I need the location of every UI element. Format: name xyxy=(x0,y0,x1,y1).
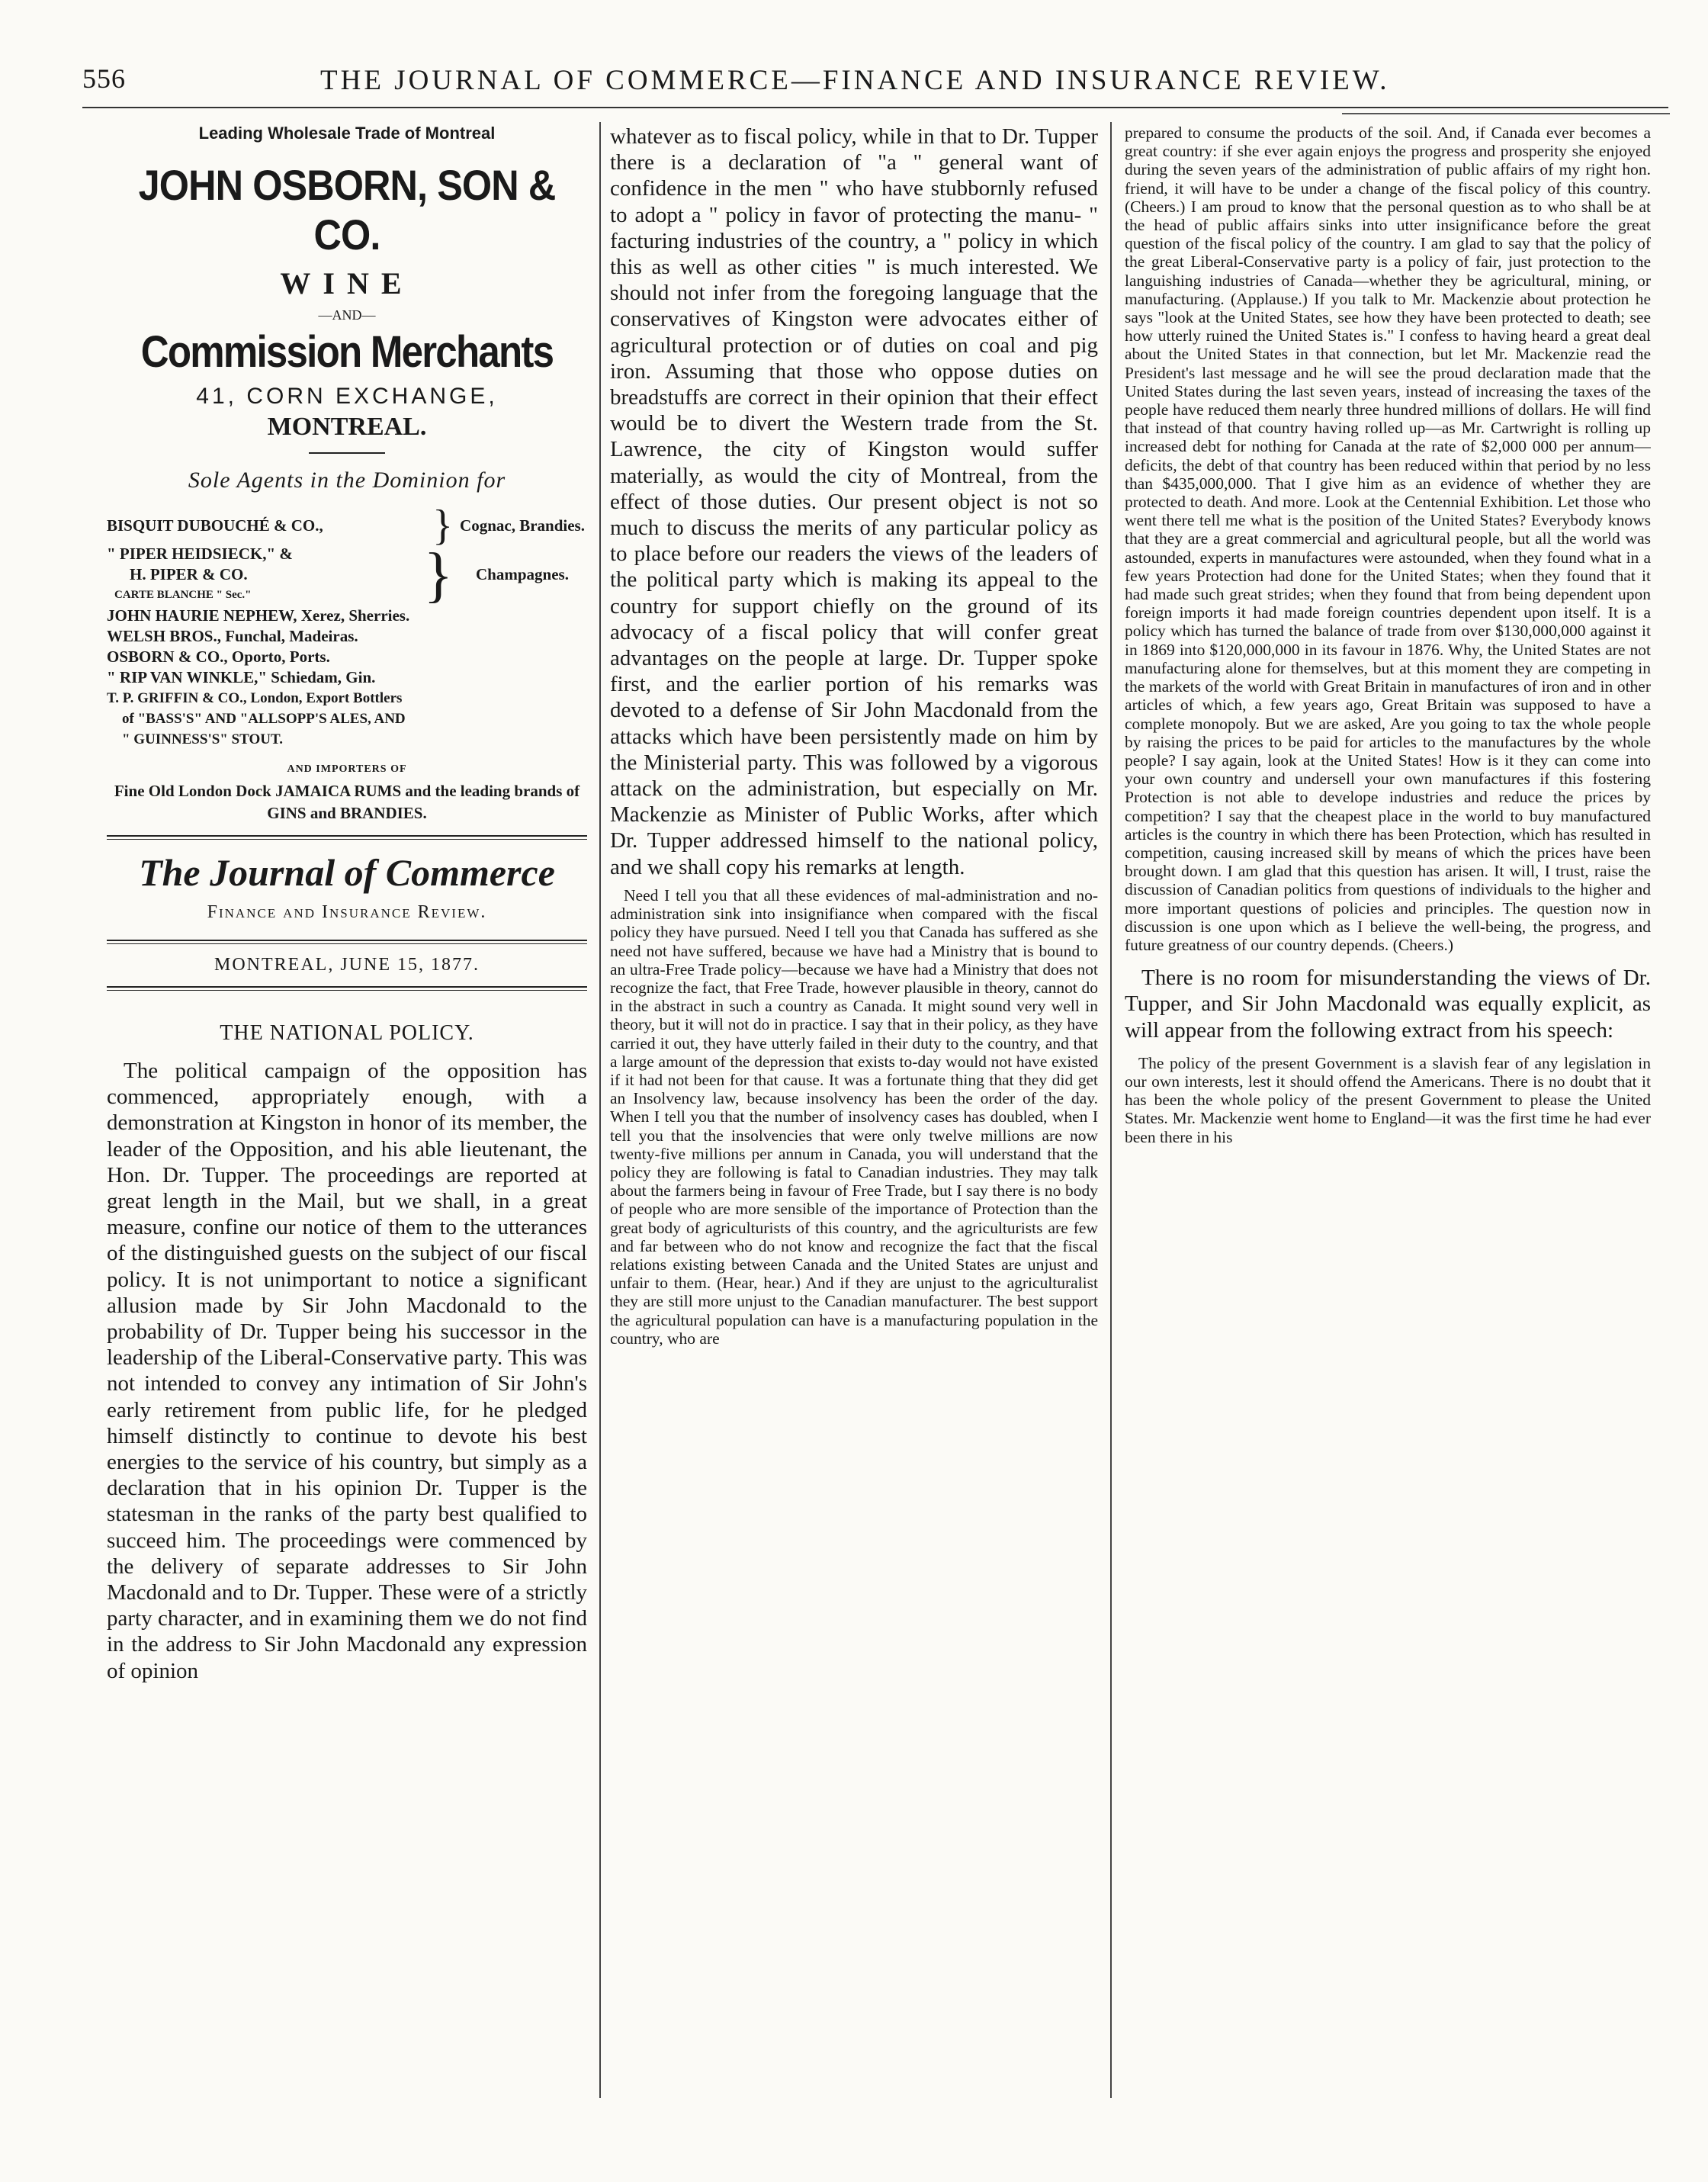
advertisement xyxy=(107,124,587,824)
article-body-col3 xyxy=(1125,965,1651,1043)
quoted-speech-macdonald xyxy=(1125,1054,1651,1146)
ad-line-4: " RIP VAN WINKLE," Schiedam, Gin. xyxy=(107,668,376,686)
ad-address: 41, CORN EXCHANGE, xyxy=(196,384,498,409)
ad-line-1: JOHN HAURIE NEPHEW, Xerez, Sherries. xyxy=(107,606,410,625)
ad-wine: WINE xyxy=(280,266,414,300)
ad-line-6: of "BASS'S" AND "ALLSOPP'S ALES, AND xyxy=(122,711,406,727)
ad-bisquit: BISQUIT DUBOUCHÉ & CO., xyxy=(107,516,323,535)
masthead-title: The Journal of Commerce xyxy=(139,851,555,894)
ad-row-champagne xyxy=(107,541,587,609)
quoted-speech-tupper-cont xyxy=(1125,124,1651,954)
column-rule-2 xyxy=(1110,122,1112,2098)
ad-line-5: T. P. GRIFFIN & CO., London, Export Bottlers xyxy=(107,690,403,706)
ad-piper-group xyxy=(107,544,419,606)
paragraph: There is no room for misunderstanding the views of Dr. Tupper, and Sir John Macdonald was equally explicit, as will appear from the following extract from his speech: xyxy=(1125,966,1651,1043)
article-title: THE NATIONAL POLICY. xyxy=(220,1021,474,1045)
ad-agents: Sole Agents in the Dominion for xyxy=(188,468,506,493)
running-head: THE JOURNAL OF COMMERCE—FINANCE AND INSURANCE REVIEW. xyxy=(320,65,1390,96)
column-3 xyxy=(1125,124,1651,2090)
ad-bisquit-type: Cognac, Brandies. xyxy=(460,516,585,535)
ad-line-7: " GUINNESS'S" STOUT. xyxy=(122,731,283,747)
brace-icon: } xyxy=(432,502,453,549)
quoted-speech-tupper xyxy=(610,886,1098,1348)
page-number: 556 xyxy=(82,63,126,94)
rule xyxy=(107,986,587,991)
brace-icon: } xyxy=(423,541,453,609)
ad-city: MONTREAL. xyxy=(267,413,427,441)
ad-agency-list xyxy=(107,502,587,750)
rule xyxy=(107,835,587,840)
ad-commission: Commission Merchants xyxy=(140,327,554,377)
header-rule-secondary xyxy=(1342,113,1670,114)
ad-and: —AND— xyxy=(318,307,376,323)
rule xyxy=(107,940,587,944)
ad-piper-1: " PIPER HEIDSIECK," & xyxy=(107,545,293,563)
ad-piper-2: H. PIPER & CO. xyxy=(130,565,248,583)
ad-line-3: OSBORN & CO., Oporto, Ports. xyxy=(107,648,330,666)
dateline: MONTREAL, JUNE 15, 1877. xyxy=(214,955,480,975)
ad-firm-name: JOHN OSBORN, SON & CO. xyxy=(138,161,556,259)
quote-paragraph: Need I tell you that all these evidences of mal-administration and no-administration sink into insignifiance when compared with the fiscal policy they have pursued. Need I tell you that Canada has suffered as she need not have suffered, because we have had a Ministry that is bound to an ultra-Free Trade policy—because we have had a Ministry that does not recognize the fact, that Free Trade, however plausible in theory, cannot do in the abstract in such a country as Canada. It might sound very well in theory, but it will not do in practice. I say that in their policy, as they have carried it out, they have utterly failed in their duty to the country, and that a large amount of the depression that exists to-day would not have existed if it had not been for that cause. It was a fortunate thing that they did get an Insolvency law, because insolvency has been the order of the day. When I tell you that the number of insolvency cases has doubled, when I tell you that the insolvencies that were only twelve millions are now twenty-five millions per annum in Canada, you will understand that the policy they are following is fatal to Canadian industries. They may talk about the farmers being in favour of Free Trade, but I say there is no body of people who are more sensible of the importance of Protection than the great body of agriculturists of this country, and the agriculturists are few and far between who do not know and recognize the fact that the fiscal relations existing between Canada and the United States are unjust and unfair to them. (Hear, hear.) And if they are unjust to the agriculturalist they are still more unjust to the Canadian manufacturer. The best support the agricultural population can have is a manufacturing population in the country, who are xyxy=(610,885,1098,1348)
ad-row-cognac xyxy=(107,502,587,549)
ad-importers: AND IMPORTERS OF xyxy=(287,763,407,775)
column-1 xyxy=(107,124,587,2090)
ad-line-2: WELSH BROS., Funchal, Madeiras. xyxy=(107,627,358,645)
header-rule xyxy=(82,107,1668,108)
quote-paragraph: prepared to consume the products of the soil. And, if Canada ever becomes a great country: if she ever again enjoys the progress and prosperity she enjoyed during the seven years of the administration of public affairs of my right hon. friend, it will have to be under a change of the fiscal policy of this country. (Cheers.) I am proud to know that the personal question as to who shall be at the head of public affairs sinks into utter insignificance before the great question of the fiscal policy of the country. I am glad to say that the policy of the great Liberal-Conservative party is a policy of fair, just protection to the languishing industries of Canada—whether they be agricultural, mining, or manufacturing. (Applause.) If you talk to Mr. Mackenzie about protection he says "look at the United States, see how they have been protected to death; see how utterly ruined the United States is." I confess to having heard a great deal about the United States in that connection, but let Mr. Mackenzie read the President's last message and he will see the proud declaration made that the United States during the last seven years, instead of increasing the taxes of the people have reduced them nearly three hundred millions of dollars. He will find that instead of that country having rolled up—as Mr. Cartwright is rolling up increased debt for nothing for Canada at the rate of $2,000 000 per annum—deficits, the debt of that country has been reduced within that period by no less than $435,000,000. That I give him as an evidence of whether they are protected to death. And more. Look at the Centennial Exhibition. Let those who went there tell me what is the position of the United States? Everybody knows that they are a great commercial and agricultural people, but all the world was astounded, experts in manufactures were astounded, when they found what in a few years Protection had done for the United States; when they found that it had made such great strides; when they found that from being dependent upon foreign imports it had made foreign countries dependent upon itself. It is a policy which has turned the balance of trade from over $130,000,000 against it in 1869 into $120,000,000 in its favour in 1876. Why, the United States are not manufacturing alone for themselves, but at this moment they are competing in the markets of the world with Great Britain in manufactures of iron and in other articles of which, a few years ago, Great Britain was supposed to have a complete monopoly. But we are asked, Are you going to tax the whole people by raising the prices to be paid for articles to the manufactures by the whole people? I say again, look at the United States! How is it they can come into your own country and undersell your own manufactures if this fostering Protection is not able to develope industries and reduce the prices by competition? I say that the cheapest place in the world to buy manufactured articles is the country in which there has been Protection, which has resulted in competition, causing increased skill by means of which the prices have been brought down. I am glad that this question has arisen. It will, I trust, raise the discussion of Canadian politics from questions of individuals to the higher and more important questions of policies and principles. The question now in discussion is one upon which as I believe the well-being, the progress, and future greatness of our country depends. (Cheers.) xyxy=(1125,124,1651,954)
ad-tagline: Leading Wholesale Trade of Montreal xyxy=(198,124,496,143)
ad-piper-3: CARTE BLANCHE " Sec." xyxy=(114,589,252,601)
ad-importers-detail: Fine Old London Dock JAMAICA RUMS and the leading brands of GINS and BRANDIES. xyxy=(114,782,580,822)
masthead-subtitle: Finance and Insurance Review. xyxy=(207,902,487,922)
article-body-col1 xyxy=(107,1058,587,1684)
paragraph: The political campaign of the opposition has commenced, appropriately enough, with a demonstration at Kingston in honor of its member, the leader of the Opposition, and his able lieutenant, the Hon. Dr. Tupper. The proceedings are reported at great length in the Mail, but we shall, in a great measure, confine our notice of them to the utterances of the distinguished guests on the subject of our fiscal policy. It is not unimportant to notice a significant allusion made by Sir John Macdonald to the probability of Dr. Tupper being his successor in the leadership of the Liberal-Conservative party. This was not intended to convey any intimation of Sir John's early retirement from public life, for he pledged himself distinctly to continue to devote his best energies to the service of his country, but simply as a declaration that in his opinion Dr. Tupper is the statesman in the ranks of the party best qualified to succeed him. The proceedings were commenced by the delivery of separate addresses to Sir John Macdonald and to Dr. Tupper. These were of a strictly party character, and in examining them we do not find in the address to Sir John Macdonald any expression of opinion xyxy=(107,1059,587,1683)
quote-paragraph: The policy of the present Government is a slavish fear of any legislation in our own interests, lest it should offend the Americans. There is no doubt that it has been the whole policy of the present Government to please the United States. Mr. Mackenzie went home to England—it was the first time he had ever been there in his xyxy=(1125,1053,1651,1146)
column-2 xyxy=(610,124,1098,2090)
column-rule-1 xyxy=(599,122,601,2098)
ad-divider xyxy=(309,452,385,454)
paragraph: whatever as to fiscal policy, while in that to Dr. Tupper there is a declaration of "a " general want of confidence in the men " who have stubbornly refused to adopt a " policy in favor of protecting the manu- " facturing industries of the country, a " policy in which this as well as other cities " is much interested. We should not infer from the foregoing language that the conservatives of Kingston were advocates either of agricultural protection or of duties on coal and pig iron. Assuming that those who oppose duties on breadstuffs are correct in their opinion that their effect would be to divert the Western trade from the St. Lawrence, the city of Kingston would suffer materially, as would the city of Montreal, from the effect of those duties. Our present object is not so much to discuss the merits of any particular policy as to place before our readers the views of the leaders of the political party which is making its appeal to the country for support chiefly on the ground of its advocacy of a fiscal policy that will confer great advantages on the people at large. Dr. Tupper spoke first, and the earlier portion of his remarks was devoted to a defense of Sir John Macdonald from the attacks which have been persistently made on him by the Ministerial party. This was followed by a vigorous attack on the administration, but especially on Mr. Mackenzie as Minister of Public Works, after which Dr. Tupper addressed himself to the national policy, and we shall copy his remarks at length. xyxy=(610,124,1098,879)
article-body-col2 xyxy=(610,124,1098,880)
ad-piper-type: Champagnes. xyxy=(476,565,569,583)
